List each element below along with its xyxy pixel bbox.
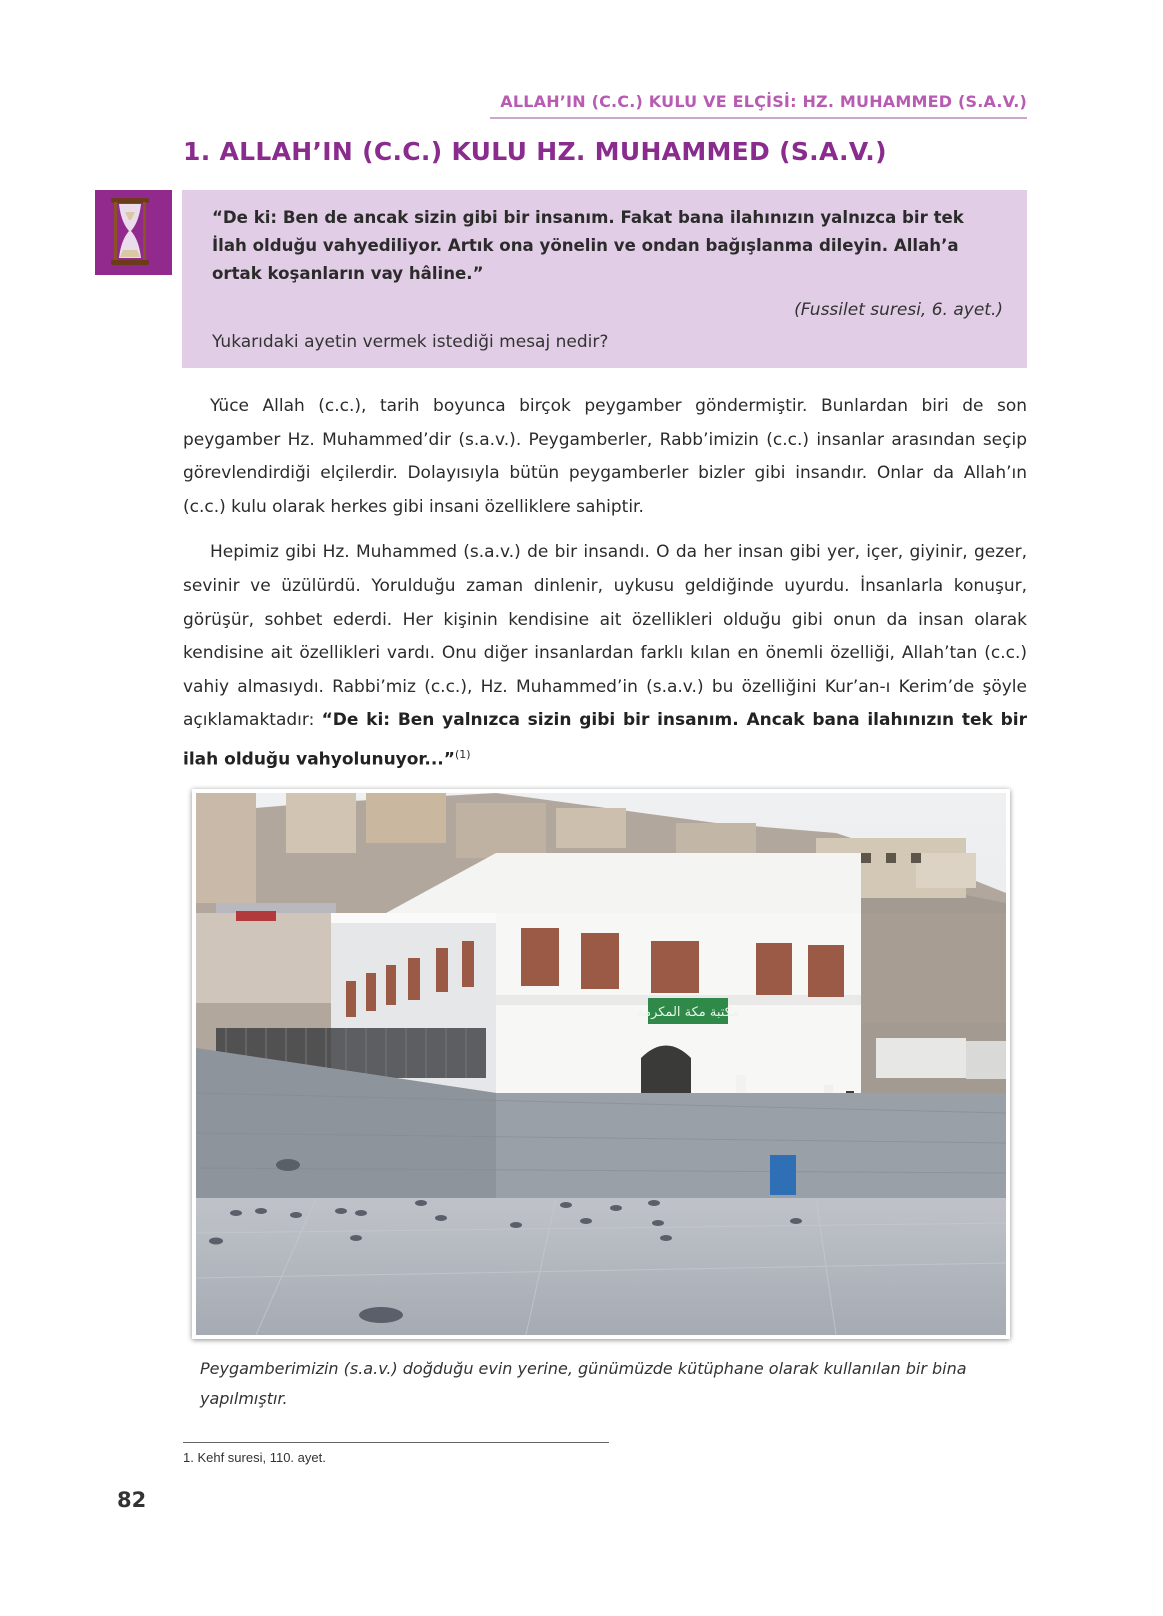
photo-frame xyxy=(192,789,1010,1339)
paragraph-text: Hepimiz gibi Hz. Muhammed (s.a.v.) de bir insandı. O da her insan gibi yer, içer, giyinir, gezer, sevinir ve üzülürdü. Yorulduğu zaman dinlenir, uykusu geldiğinde uyurdu. İnsanlarla konuşur, görüşür, sohbet ederdi. Her kişinin kendisine ait özellikleri olduğu gibi onun da insan olarak kendisine ait özellikleri vardı. Onu diğer insanlardan farklı kılan en önemli özelliği, Allah’tan (c.c.) vahiy almasıydı. Rabbi’miz (c.c.), Hz. Muhammed’in (s.a.v.) bu özelliğini Kur’an-ı Kerim’de şöyle açıklamaktadır: xyxy=(183,542,1027,731)
intro-quote-box xyxy=(182,190,1027,368)
verse-source: (Fussilet suresi, 6. ayet.) xyxy=(794,300,1003,320)
running-header: ALLAH’IN (C.C.) KULU VE ELÇİSİ: HZ. MUHAMMED (S.A.V.) xyxy=(490,92,1027,119)
library-building-photo xyxy=(196,793,1006,1335)
bold-verse: “De ki: Ben yalnızca sizin gibi bir insanım. Ancak bana ilahınızın tek bir ilah olduğu vahyolunuyor...” xyxy=(183,710,1027,770)
section-title: 1. ALLAH’IN (C.C.) KULU HZ. MUHAMMED (S.A.V.) xyxy=(183,137,887,166)
figure-caption: Peygamberimizin (s.a.v.) doğduğu evin yerine, günümüzde kütüphane olarak kullanılan bir bina yapılmıştır. xyxy=(200,1359,967,1408)
verse-quote: “De ki: Ben de ancak sizin gibi bir insanım. Fakat bana ilahınızın yalnızca bir tek İlah olduğu vahyediliyor. Artık ona yönelin ve ondan bağışlanma dileyin. Allah’a ortak koşanların vay hâline.” xyxy=(212,208,964,283)
library-sign: مكتبة مكة المكرمة xyxy=(637,1005,739,1020)
intro-question: Yukarıdaki ayetin vermek istediği mesaj nedir? xyxy=(212,332,609,352)
page-number: 82 xyxy=(117,1488,147,1512)
paragraph: Yüce Allah (c.c.), tarih boyunca birçok peygamber göndermiştir. Bunlardan biri de son peygamber Hz. Muhammed’dir (s.a.v.). Peygamberler, Rabb’imizin (c.c.) insanlar arasından seçip görevlendirdiği elçilerdir. Dolayısıyla bütün peygamberler bizler gibi insandır. Onlar da Allah’ın (c.c.) kulu olarak herkes gibi insani özelliklere sahiptir. xyxy=(183,396,1027,517)
footnote-divider xyxy=(183,1442,609,1443)
hourglass-icon xyxy=(95,190,172,275)
hourglass-icon-box xyxy=(95,190,172,275)
paragraph xyxy=(183,536,1027,777)
footnote: 1. Kehf suresi, 110. ayet. xyxy=(183,1450,326,1465)
footnote-reference: (1) xyxy=(454,747,471,761)
body-text xyxy=(183,390,1027,789)
